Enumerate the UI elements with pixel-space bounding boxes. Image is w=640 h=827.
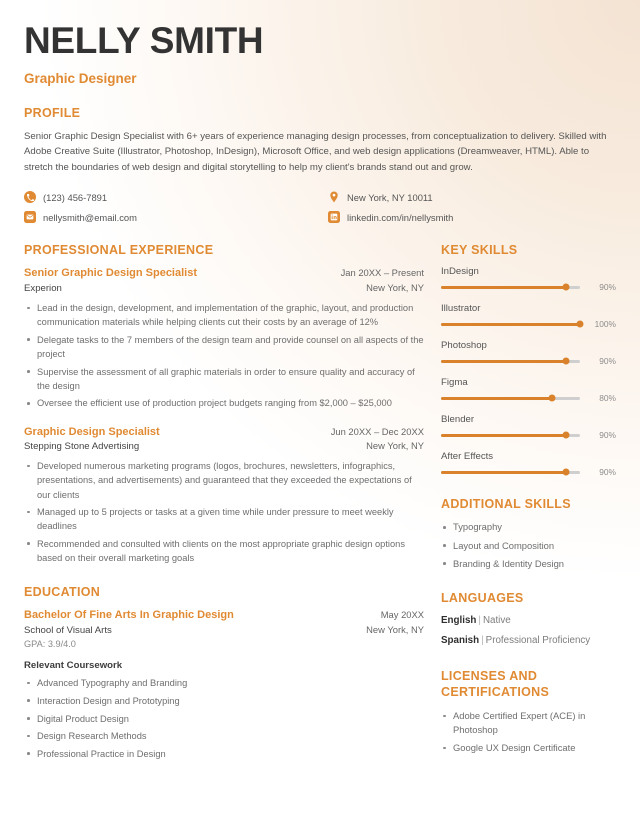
skill-item bbox=[441, 414, 616, 440]
list-item: Digital Product Design bbox=[24, 712, 424, 726]
education-heading: EDUCATION bbox=[24, 585, 101, 600]
list-item: Google UX Design Certificate bbox=[441, 741, 616, 755]
linkedin-icon bbox=[328, 211, 340, 223]
list-item: Delegate tasks to the 7 members of the design team and provide counsel on all aspects of the project bbox=[24, 333, 424, 361]
resume-body bbox=[24, 243, 616, 764]
skill-fill bbox=[441, 360, 566, 363]
skill-label: Illustrator bbox=[441, 303, 481, 315]
skill-label: InDesign bbox=[441, 266, 479, 278]
contact-location bbox=[328, 191, 616, 203]
language-name: English bbox=[441, 614, 477, 626]
contact-email[interactable] bbox=[24, 211, 328, 223]
skill-item bbox=[441, 340, 616, 366]
education-section bbox=[24, 585, 424, 761]
licenses-list bbox=[441, 709, 616, 755]
list-item: Adobe Certified Expert (ACE) in Photoshop bbox=[441, 709, 616, 737]
skill-slider[interactable] bbox=[441, 282, 616, 292]
job-dates: Jan 20XX – Present bbox=[340, 267, 424, 279]
skill-track bbox=[441, 286, 580, 289]
entry-org-row bbox=[24, 623, 424, 638]
skill-knob bbox=[549, 395, 556, 402]
job-dates: Jun 20XX – Dec 20XX bbox=[330, 425, 424, 437]
education-date: May 20XX bbox=[380, 609, 424, 621]
list-item: Professional Practice in Design bbox=[24, 747, 424, 761]
additional-skills-heading: ADDITIONAL SKILLS bbox=[441, 497, 571, 512]
job-bullets bbox=[24, 301, 424, 410]
list-item: Design Research Methods bbox=[24, 729, 424, 743]
location-value: New York, NY 10011 bbox=[347, 191, 433, 203]
contact-phone[interactable] bbox=[24, 191, 328, 203]
licenses-heading-line2: CERTIFICATIONS bbox=[441, 685, 550, 700]
key-skills-section bbox=[441, 243, 616, 477]
gpa-value: GPA: 3.9/4.0 bbox=[24, 638, 76, 649]
list-item: Interaction Design and Prototyping bbox=[24, 694, 424, 708]
languages-section bbox=[441, 591, 616, 648]
language-name: Spanish bbox=[441, 635, 480, 647]
additional-skills-section bbox=[441, 497, 616, 570]
coursework-heading: Relevant Coursework bbox=[24, 660, 123, 672]
skill-knob bbox=[563, 469, 570, 476]
skill-label: After Effects bbox=[441, 451, 494, 463]
email-value: nellysmith@email.com bbox=[43, 211, 137, 223]
skill-track bbox=[441, 360, 580, 363]
skill-percent: 100% bbox=[594, 319, 616, 330]
list-item: Supervise the assessment of all graphic materials in order to ensure quality and accuracy of the design bbox=[24, 365, 424, 393]
phone-value: (123) 456-7891 bbox=[43, 191, 108, 203]
skill-slider[interactable] bbox=[441, 393, 616, 403]
education-entry bbox=[24, 608, 424, 761]
linkedin-value: linkedin.com/in/nellysmith bbox=[347, 211, 454, 223]
language-item bbox=[441, 634, 616, 648]
licenses-section bbox=[441, 668, 616, 755]
profile-heading: PROFILE bbox=[24, 105, 81, 120]
key-skills-heading: KEY SKILLS bbox=[441, 243, 518, 258]
entry-org-row bbox=[24, 281, 424, 296]
list-item: Advanced Typography and Branding bbox=[24, 676, 424, 690]
language-level: Professional Proficiency bbox=[485, 635, 591, 647]
licenses-heading bbox=[441, 668, 616, 700]
profile-section bbox=[24, 106, 616, 224]
contact-linkedin[interactable] bbox=[328, 211, 616, 223]
left-column bbox=[24, 243, 424, 764]
skill-track bbox=[441, 434, 580, 437]
list-item: Oversee the efficient use of production project budgets ranging from $2,000 – $25,000 bbox=[24, 396, 424, 410]
skill-knob bbox=[563, 284, 570, 291]
job-title: Senior Graphic Design Specialist bbox=[24, 267, 197, 280]
email-icon bbox=[24, 211, 36, 223]
location-pin-icon bbox=[328, 191, 340, 203]
job-organization: Experion bbox=[24, 283, 62, 295]
profile-text: Senior Graphic Design Specialist with 6+ years of experience managing design processes, from conceptualization to delivery. Skilled with Adobe Creative Suite (Illustrator, Photoshop, InDesign), Microsoft Office, and web design applications (Dreamweaver, HTML). Able to stretch the boundaries of web design and digital storytelling to help my client's brands stand out and grow. bbox=[24, 130, 607, 173]
skill-label: Figma bbox=[441, 377, 468, 389]
education-location: New York, NY bbox=[366, 624, 424, 636]
skill-fill bbox=[441, 434, 566, 437]
list-item: Recommended and consulted with clients on the most appropriate graphic design options based on their overall marketing goals bbox=[24, 537, 424, 565]
candidate-job-title: Graphic Designer bbox=[24, 70, 137, 86]
skill-slider[interactable] bbox=[441, 356, 616, 366]
degree-title: Bachelor Of Fine Arts In Graphic Design bbox=[24, 609, 234, 622]
list-item: Lead in the design, development, and implementation of the graphic, layout, and production communication materials while helping clients cut their costs by an average of 12% bbox=[24, 301, 424, 329]
skill-knob bbox=[563, 432, 570, 439]
language-item bbox=[441, 614, 616, 628]
skill-percent: 80% bbox=[599, 393, 616, 404]
skill-label: Blender bbox=[441, 414, 475, 426]
list-item: Managed up to 5 projects or tasks at a given time while under pressure to meet weekly deadlines bbox=[24, 505, 424, 533]
skill-percent: 90% bbox=[599, 467, 616, 478]
skill-fill bbox=[441, 397, 552, 400]
job-location: New York, NY bbox=[366, 282, 424, 294]
skill-item bbox=[441, 303, 616, 329]
skill-slider[interactable] bbox=[441, 319, 616, 329]
phone-icon bbox=[24, 191, 36, 203]
skill-item bbox=[441, 266, 616, 292]
job-location: New York, NY bbox=[366, 440, 424, 452]
list-item: Branding & Identity Design bbox=[441, 557, 616, 571]
language-level: Native bbox=[482, 614, 511, 626]
skill-fill bbox=[441, 323, 580, 326]
experience-heading: PROFESSIONAL EXPERIENCE bbox=[24, 243, 214, 258]
skill-knob bbox=[563, 358, 570, 365]
skill-slider[interactable] bbox=[441, 430, 616, 440]
skill-fill bbox=[441, 286, 566, 289]
list-item: Developed numerous marketing programs (logos, brochures, newsletters, infographics, presentations, and advertisements) and guaranteed that they exceeded the expectations of our clients bbox=[24, 459, 424, 501]
job-title: Graphic Design Specialist bbox=[24, 425, 160, 438]
experience-section bbox=[24, 243, 424, 565]
list-item: Layout and Composition bbox=[441, 539, 616, 553]
list-item: Typography bbox=[441, 520, 616, 534]
skill-label: Photoshop bbox=[441, 340, 487, 352]
job-organization: Stepping Stone Advertising bbox=[24, 441, 140, 453]
entry-org-row bbox=[24, 439, 424, 454]
coursework-list bbox=[24, 676, 424, 761]
skill-track bbox=[441, 471, 580, 474]
entry-title-row bbox=[24, 425, 424, 440]
skill-percent: 90% bbox=[599, 282, 616, 293]
entry-title-row bbox=[24, 608, 424, 623]
skill-track bbox=[441, 323, 580, 326]
languages-heading: LANGUAGES bbox=[441, 590, 524, 605]
skill-percent: 90% bbox=[599, 356, 616, 367]
skill-item bbox=[441, 377, 616, 403]
skill-fill bbox=[441, 471, 566, 474]
school-name: School of Visual Arts bbox=[24, 625, 112, 637]
language-separator: | bbox=[481, 635, 484, 647]
candidate-name: NELLY SMITH bbox=[24, 20, 264, 61]
licenses-heading-line1: LICENSES AND bbox=[441, 669, 538, 684]
skill-percent: 90% bbox=[599, 430, 616, 441]
language-separator: | bbox=[478, 614, 481, 626]
resume-header bbox=[24, 22, 616, 86]
skill-slider[interactable] bbox=[441, 467, 616, 477]
skill-track bbox=[441, 397, 580, 400]
experience-entry bbox=[24, 266, 424, 410]
experience-entry bbox=[24, 425, 424, 566]
skill-knob bbox=[577, 321, 584, 328]
right-column bbox=[441, 243, 616, 759]
skill-item bbox=[441, 451, 616, 477]
job-bullets bbox=[24, 459, 424, 565]
additional-skills-list bbox=[441, 520, 616, 570]
entry-title-row bbox=[24, 266, 424, 281]
contact-list bbox=[24, 191, 616, 223]
